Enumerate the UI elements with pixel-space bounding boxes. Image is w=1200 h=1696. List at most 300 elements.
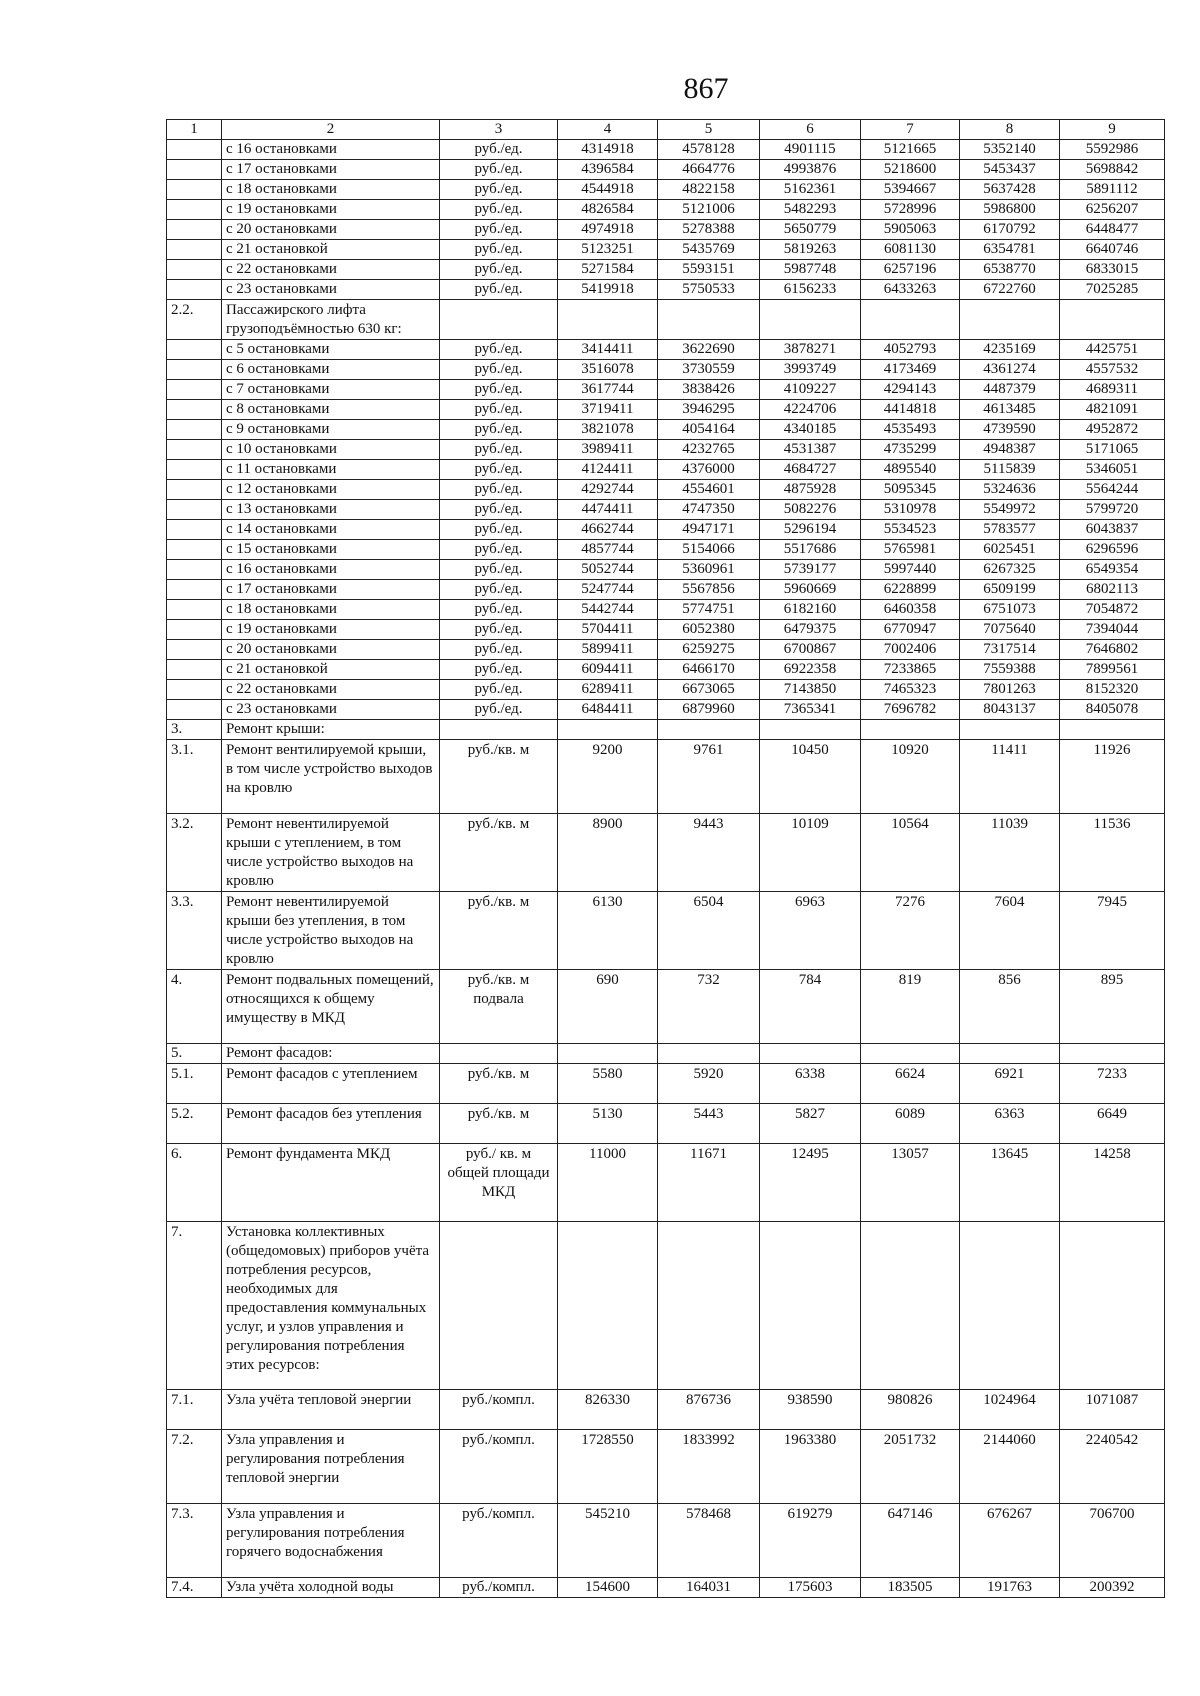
price-cell: 7604 [960, 892, 1060, 970]
price-cell: 4554601 [658, 480, 760, 500]
description-cell: с 9 остановками [222, 420, 440, 440]
price-cell: 6267325 [960, 560, 1060, 580]
price-cell: 826330 [558, 1390, 658, 1430]
unit-cell: руб./кв. м подвала [440, 970, 558, 1044]
header-cell: 8 [960, 120, 1060, 140]
price-cell: 4232765 [658, 440, 760, 460]
price-cell: 3838426 [658, 380, 760, 400]
description-cell: с 18 остановками [222, 180, 440, 200]
price-cell: 5783577 [960, 520, 1060, 540]
price-cell: 6509199 [960, 580, 1060, 600]
row-number-cell [167, 340, 222, 360]
unit-cell [440, 1044, 558, 1064]
description-cell: с 21 остановкой [222, 240, 440, 260]
price-cell: 6228899 [861, 580, 960, 600]
price-cell: 8405078 [1060, 700, 1165, 720]
price-cell: 5799720 [1060, 500, 1165, 520]
description-cell: Ремонт вентилируемой крыши, в том числе устройство выходов на кровлю [222, 740, 440, 814]
description-cell: с 5 остановками [222, 340, 440, 360]
price-cell: 4993876 [760, 160, 861, 180]
description-cell: с 15 остановками [222, 540, 440, 560]
unit-cell: руб./ед. [440, 380, 558, 400]
price-cell: 4531387 [760, 440, 861, 460]
price-cell: 4826584 [558, 200, 658, 220]
price-cell: 7276 [861, 892, 960, 970]
unit-cell: руб./ед. [440, 500, 558, 520]
row-number-cell: 7.4. [167, 1578, 222, 1598]
price-cell: 6479375 [760, 620, 861, 640]
table-row [167, 300, 1165, 340]
price-cell [760, 720, 861, 740]
table-row [167, 360, 1165, 380]
header-cell: 6 [760, 120, 861, 140]
unit-cell: руб./ед. [440, 280, 558, 300]
price-cell: 3516078 [558, 360, 658, 380]
price-cell: 12495 [760, 1144, 861, 1222]
price-cell: 676267 [960, 1504, 1060, 1578]
price-cell: 10109 [760, 814, 861, 892]
unit-cell: руб./ед. [440, 340, 558, 360]
description-cell: с 17 остановками [222, 160, 440, 180]
description-cell: Узла учёта холодной воды [222, 1578, 440, 1598]
row-number-cell [167, 220, 222, 240]
table-row [167, 140, 1165, 160]
description-cell: с 19 остановками [222, 200, 440, 220]
unit-cell: руб./ед. [440, 220, 558, 240]
price-cell: 6460358 [861, 600, 960, 620]
description-cell: с 23 остановками [222, 700, 440, 720]
price-cell [960, 1222, 1060, 1390]
price-cell: 6182160 [760, 600, 861, 620]
price-cell: 5827 [760, 1104, 861, 1144]
price-cell: 5517686 [760, 540, 861, 560]
price-cell: 3414411 [558, 340, 658, 360]
unit-cell: руб./ кв. м общей площади МКД [440, 1144, 558, 1222]
row-number-cell [167, 160, 222, 180]
price-cell: 4739590 [960, 420, 1060, 440]
price-cell: 11671 [658, 1144, 760, 1222]
table-row [167, 220, 1165, 240]
header-cell: 4 [558, 120, 658, 140]
price-cell: 5115839 [960, 460, 1060, 480]
price-cell: 6833015 [1060, 260, 1165, 280]
table-row [167, 1504, 1165, 1578]
table-row [167, 640, 1165, 660]
price-cell: 11411 [960, 740, 1060, 814]
price-cell [658, 1044, 760, 1064]
table-row [167, 1222, 1165, 1390]
price-cell: 6094411 [558, 660, 658, 680]
price-cell: 4535493 [861, 420, 960, 440]
row-number-cell [167, 540, 222, 560]
price-cell: 5121006 [658, 200, 760, 220]
price-cell: 895 [1060, 970, 1165, 1044]
price-cell [1060, 1044, 1165, 1064]
price-cell: 4875928 [760, 480, 861, 500]
table-row [167, 580, 1165, 600]
row-number-cell: 3.2. [167, 814, 222, 892]
table-row [167, 560, 1165, 580]
unit-cell: руб./ед. [440, 180, 558, 200]
price-cell: 13645 [960, 1144, 1060, 1222]
table-row [167, 500, 1165, 520]
table-row [167, 1390, 1165, 1430]
price-cell: 3821078 [558, 420, 658, 440]
price-cell: 175603 [760, 1578, 861, 1598]
price-cell: 10564 [861, 814, 960, 892]
price-cell: 4557532 [1060, 360, 1165, 380]
row-number-cell: 3.1. [167, 740, 222, 814]
header-cell: 7 [861, 120, 960, 140]
price-cell: 6963 [760, 892, 861, 970]
price-cell: 4544918 [558, 180, 658, 200]
price-cell: 5567856 [658, 580, 760, 600]
price-cell: 5765981 [861, 540, 960, 560]
price-cell: 6089 [861, 1104, 960, 1144]
price-cell: 7899561 [1060, 660, 1165, 680]
description-cell: Узла учёта тепловой энергии [222, 1390, 440, 1430]
description-cell: Ремонт подвальных помещений, относящихся к общему имуществу в МКД [222, 970, 440, 1044]
description-cell: с 23 остановками [222, 280, 440, 300]
price-cell: 819 [861, 970, 960, 1044]
row-number-cell [167, 280, 222, 300]
price-cell: 1728550 [558, 1430, 658, 1504]
price-cell: 5296194 [760, 520, 861, 540]
row-number-cell: 7. [167, 1222, 222, 1390]
page-number: 867 [683, 72, 729, 105]
description-cell: с 18 остановками [222, 600, 440, 620]
price-cell: 5171065 [1060, 440, 1165, 460]
row-number-cell [167, 620, 222, 640]
price-cell: 6296596 [1060, 540, 1165, 560]
table-row [167, 440, 1165, 460]
unit-cell: руб./ед. [440, 600, 558, 620]
price-cell: 4224706 [760, 400, 861, 420]
unit-cell: руб./ед. [440, 580, 558, 600]
price-cell: 7394044 [1060, 620, 1165, 640]
price-cell: 5324636 [960, 480, 1060, 500]
description-cell: с 14 остановками [222, 520, 440, 540]
price-cell: 3993749 [760, 360, 861, 380]
price-cell: 4109227 [760, 380, 861, 400]
row-number-cell [167, 500, 222, 520]
table-row [167, 814, 1165, 892]
description-cell: с 6 остановками [222, 360, 440, 380]
row-number-cell: 6. [167, 1144, 222, 1222]
price-cell: 6549354 [1060, 560, 1165, 580]
table-row [167, 400, 1165, 420]
description-cell: Ремонт крыши: [222, 720, 440, 740]
table-row [167, 740, 1165, 814]
header-cell: 1 [167, 120, 222, 140]
row-number-cell [167, 580, 222, 600]
price-cell: 5271584 [558, 260, 658, 280]
price-cell: 5819263 [760, 240, 861, 260]
price-cell: 5920 [658, 1064, 760, 1104]
price-cell [558, 720, 658, 740]
description-cell: Установка коллективных (общедомовых) приборов учёта потребления ресурсов, необходимых для предоставления коммунальных услуг, и узлов управления и регулирования потребления этих ресурсов: [222, 1222, 440, 1390]
price-cell: 6259275 [658, 640, 760, 660]
price-cell: 5310978 [861, 500, 960, 520]
price-cell: 4901115 [760, 140, 861, 160]
unit-cell [440, 300, 558, 340]
price-cell: 3946295 [658, 400, 760, 420]
price-cell: 6257196 [861, 260, 960, 280]
unit-cell: руб./ед. [440, 420, 558, 440]
price-cell: 7559388 [960, 660, 1060, 680]
price-cell: 4361274 [960, 360, 1060, 380]
price-cell: 4613485 [960, 400, 1060, 420]
table-row [167, 180, 1165, 200]
price-cell [658, 720, 760, 740]
unit-cell: руб./ед. [440, 260, 558, 280]
price-cell [658, 300, 760, 340]
price-cell: 5549972 [960, 500, 1060, 520]
price-cell: 1024964 [960, 1390, 1060, 1430]
price-cell: 7646802 [1060, 640, 1165, 660]
description-cell: с 12 остановками [222, 480, 440, 500]
price-cell: 4124411 [558, 460, 658, 480]
price-cell: 4952872 [1060, 420, 1165, 440]
price-cell [960, 300, 1060, 340]
table-row [167, 160, 1165, 180]
description-cell: Ремонт фасадов: [222, 1044, 440, 1064]
price-cell: 5637428 [960, 180, 1060, 200]
table-row [167, 280, 1165, 300]
unit-cell: руб./ед. [440, 200, 558, 220]
price-cell: 545210 [558, 1504, 658, 1578]
row-number-cell [167, 600, 222, 620]
table-row [167, 720, 1165, 740]
price-cell: 11536 [1060, 814, 1165, 892]
price-cell: 6802113 [1060, 580, 1165, 600]
price-cell: 6624 [861, 1064, 960, 1104]
price-cell: 5154066 [658, 540, 760, 560]
row-number-cell [167, 400, 222, 420]
price-cell: 5394667 [861, 180, 960, 200]
price-cell: 5130 [558, 1104, 658, 1144]
description-cell: с 16 остановками [222, 140, 440, 160]
price-cell: 183505 [861, 1578, 960, 1598]
table-row [167, 1430, 1165, 1504]
price-table [166, 119, 1165, 1598]
price-cell: 7025285 [1060, 280, 1165, 300]
price-cell: 11039 [960, 814, 1060, 892]
description-cell: с 21 остановкой [222, 660, 440, 680]
table-row [167, 540, 1165, 560]
row-number-cell [167, 440, 222, 460]
price-cell: 876736 [658, 1390, 760, 1430]
price-cell [760, 1222, 861, 1390]
price-cell: 4314918 [558, 140, 658, 160]
description-cell: с 20 остановками [222, 220, 440, 240]
price-cell: 14258 [1060, 1144, 1165, 1222]
price-cell: 6363 [960, 1104, 1060, 1144]
price-cell: 6484411 [558, 700, 658, 720]
price-cell: 3989411 [558, 440, 658, 460]
unit-cell: руб./ед. [440, 440, 558, 460]
price-cell: 5739177 [760, 560, 861, 580]
price-cell: 11926 [1060, 740, 1165, 814]
row-number-cell: 5. [167, 1044, 222, 1064]
price-cell: 5728996 [861, 200, 960, 220]
price-cell: 7233 [1060, 1064, 1165, 1104]
row-number-cell [167, 640, 222, 660]
table-row [167, 620, 1165, 640]
price-cell: 6722760 [960, 280, 1060, 300]
table-row [167, 340, 1165, 360]
table-row [167, 380, 1165, 400]
price-cell: 7233865 [861, 660, 960, 680]
price-cell: 6354781 [960, 240, 1060, 260]
price-cell: 8043137 [960, 700, 1060, 720]
unit-cell: руб./ед. [440, 160, 558, 180]
row-number-cell: 7.2. [167, 1430, 222, 1504]
price-cell [1060, 1222, 1165, 1390]
price-cell: 2240542 [1060, 1430, 1165, 1504]
description-cell: с 22 остановками [222, 260, 440, 280]
price-cell: 6156233 [760, 280, 861, 300]
price-cell: 4948387 [960, 440, 1060, 460]
row-number-cell: 5.1. [167, 1064, 222, 1104]
price-cell: 4578128 [658, 140, 760, 160]
price-cell: 6649 [1060, 1104, 1165, 1144]
unit-cell: руб./ед. [440, 560, 558, 580]
price-cell: 4947171 [658, 520, 760, 540]
description-cell: с 13 остановками [222, 500, 440, 520]
description-cell: Ремонт невентилируемой крыши без утепления, в том числе устройство выходов на кровлю [222, 892, 440, 970]
description-cell: с 22 остановками [222, 680, 440, 700]
price-cell: 7945 [1060, 892, 1165, 970]
price-cell: 4821091 [1060, 400, 1165, 420]
table-row [167, 600, 1165, 620]
price-cell: 7365341 [760, 700, 861, 720]
price-cell: 7054872 [1060, 600, 1165, 620]
price-cell: 732 [658, 970, 760, 1044]
price-cell: 5346051 [1060, 460, 1165, 480]
price-cell: 980826 [861, 1390, 960, 1430]
price-cell: 10920 [861, 740, 960, 814]
price-cell: 578468 [658, 1504, 760, 1578]
price-cell: 3878271 [760, 340, 861, 360]
price-cell: 5704411 [558, 620, 658, 640]
unit-cell: руб./ед. [440, 360, 558, 380]
price-cell: 4340185 [760, 420, 861, 440]
table-row [167, 1144, 1165, 1222]
price-cell: 164031 [658, 1578, 760, 1598]
price-cell: 706700 [1060, 1504, 1165, 1578]
price-cell: 10450 [760, 740, 861, 814]
price-cell: 6025451 [960, 540, 1060, 560]
description-cell: с 7 остановками [222, 380, 440, 400]
price-cell [861, 300, 960, 340]
table-row [167, 1104, 1165, 1144]
unit-cell: руб./ед. [440, 680, 558, 700]
unit-cell: руб./ед. [440, 700, 558, 720]
price-cell: 784 [760, 970, 861, 1044]
price-cell: 5987748 [760, 260, 861, 280]
unit-cell: руб./кв. м [440, 892, 558, 970]
price-cell: 856 [960, 970, 1060, 1044]
unit-cell: руб./ед. [440, 480, 558, 500]
price-cell: 647146 [861, 1504, 960, 1578]
unit-cell: руб./ед. [440, 520, 558, 540]
price-cell: 4294143 [861, 380, 960, 400]
price-cell: 6751073 [960, 600, 1060, 620]
price-cell: 5443 [658, 1104, 760, 1144]
header-cell: 2 [222, 120, 440, 140]
price-cell [558, 300, 658, 340]
price-cell: 6700867 [760, 640, 861, 660]
price-cell: 5986800 [960, 200, 1060, 220]
unit-cell: руб./кв. м [440, 814, 558, 892]
price-cell: 6256207 [1060, 200, 1165, 220]
price-cell: 6338 [760, 1064, 861, 1104]
price-cell: 3622690 [658, 340, 760, 360]
price-cell: 6448477 [1060, 220, 1165, 240]
row-number-cell [167, 480, 222, 500]
price-cell [558, 1044, 658, 1064]
header-cell: 5 [658, 120, 760, 140]
price-cell: 9443 [658, 814, 760, 892]
price-cell: 5247744 [558, 580, 658, 600]
price-cell: 1071087 [1060, 1390, 1165, 1430]
price-cell [558, 1222, 658, 1390]
price-cell: 5650779 [760, 220, 861, 240]
price-cell [658, 1222, 760, 1390]
price-cell: 4054164 [658, 420, 760, 440]
description-cell: с 11 остановками [222, 460, 440, 480]
price-cell: 6466170 [658, 660, 760, 680]
price-cell: 6052380 [658, 620, 760, 640]
table-row [167, 260, 1165, 280]
price-cell: 8152320 [1060, 680, 1165, 700]
unit-cell: руб./кв. м [440, 1064, 558, 1104]
row-number-cell [167, 420, 222, 440]
price-cell: 5564244 [1060, 480, 1165, 500]
description-cell: с 8 остановками [222, 400, 440, 420]
row-number-cell: 4. [167, 970, 222, 1044]
price-cell: 5482293 [760, 200, 861, 220]
description-cell: Пассажирского лифта грузоподъёмностью 630 кг: [222, 300, 440, 340]
description-cell: Ремонт фасадов без утепления [222, 1104, 440, 1144]
description-cell: Узла управления и регулирования потребления горячего водоснабжения [222, 1504, 440, 1578]
price-cell: 5593151 [658, 260, 760, 280]
price-cell: 6879960 [658, 700, 760, 720]
price-cell: 6081130 [861, 240, 960, 260]
table-row [167, 660, 1165, 680]
price-cell: 5997440 [861, 560, 960, 580]
price-cell: 2144060 [960, 1430, 1060, 1504]
price-cell: 4747350 [658, 500, 760, 520]
table-header-row [167, 120, 1165, 140]
price-cell: 5052744 [558, 560, 658, 580]
row-number-cell: 5.2. [167, 1104, 222, 1144]
price-cell [760, 1044, 861, 1064]
row-number-cell [167, 460, 222, 480]
price-cell: 5960669 [760, 580, 861, 600]
price-cell: 7465323 [861, 680, 960, 700]
row-number-cell [167, 380, 222, 400]
price-cell: 5162361 [760, 180, 861, 200]
unit-cell: руб./компл. [440, 1430, 558, 1504]
price-cell: 4684727 [760, 460, 861, 480]
price-cell [1060, 300, 1165, 340]
unit-cell: руб./кв. м [440, 1104, 558, 1144]
row-number-cell [167, 700, 222, 720]
price-cell: 6922358 [760, 660, 861, 680]
row-number-cell: 7.1. [167, 1390, 222, 1430]
